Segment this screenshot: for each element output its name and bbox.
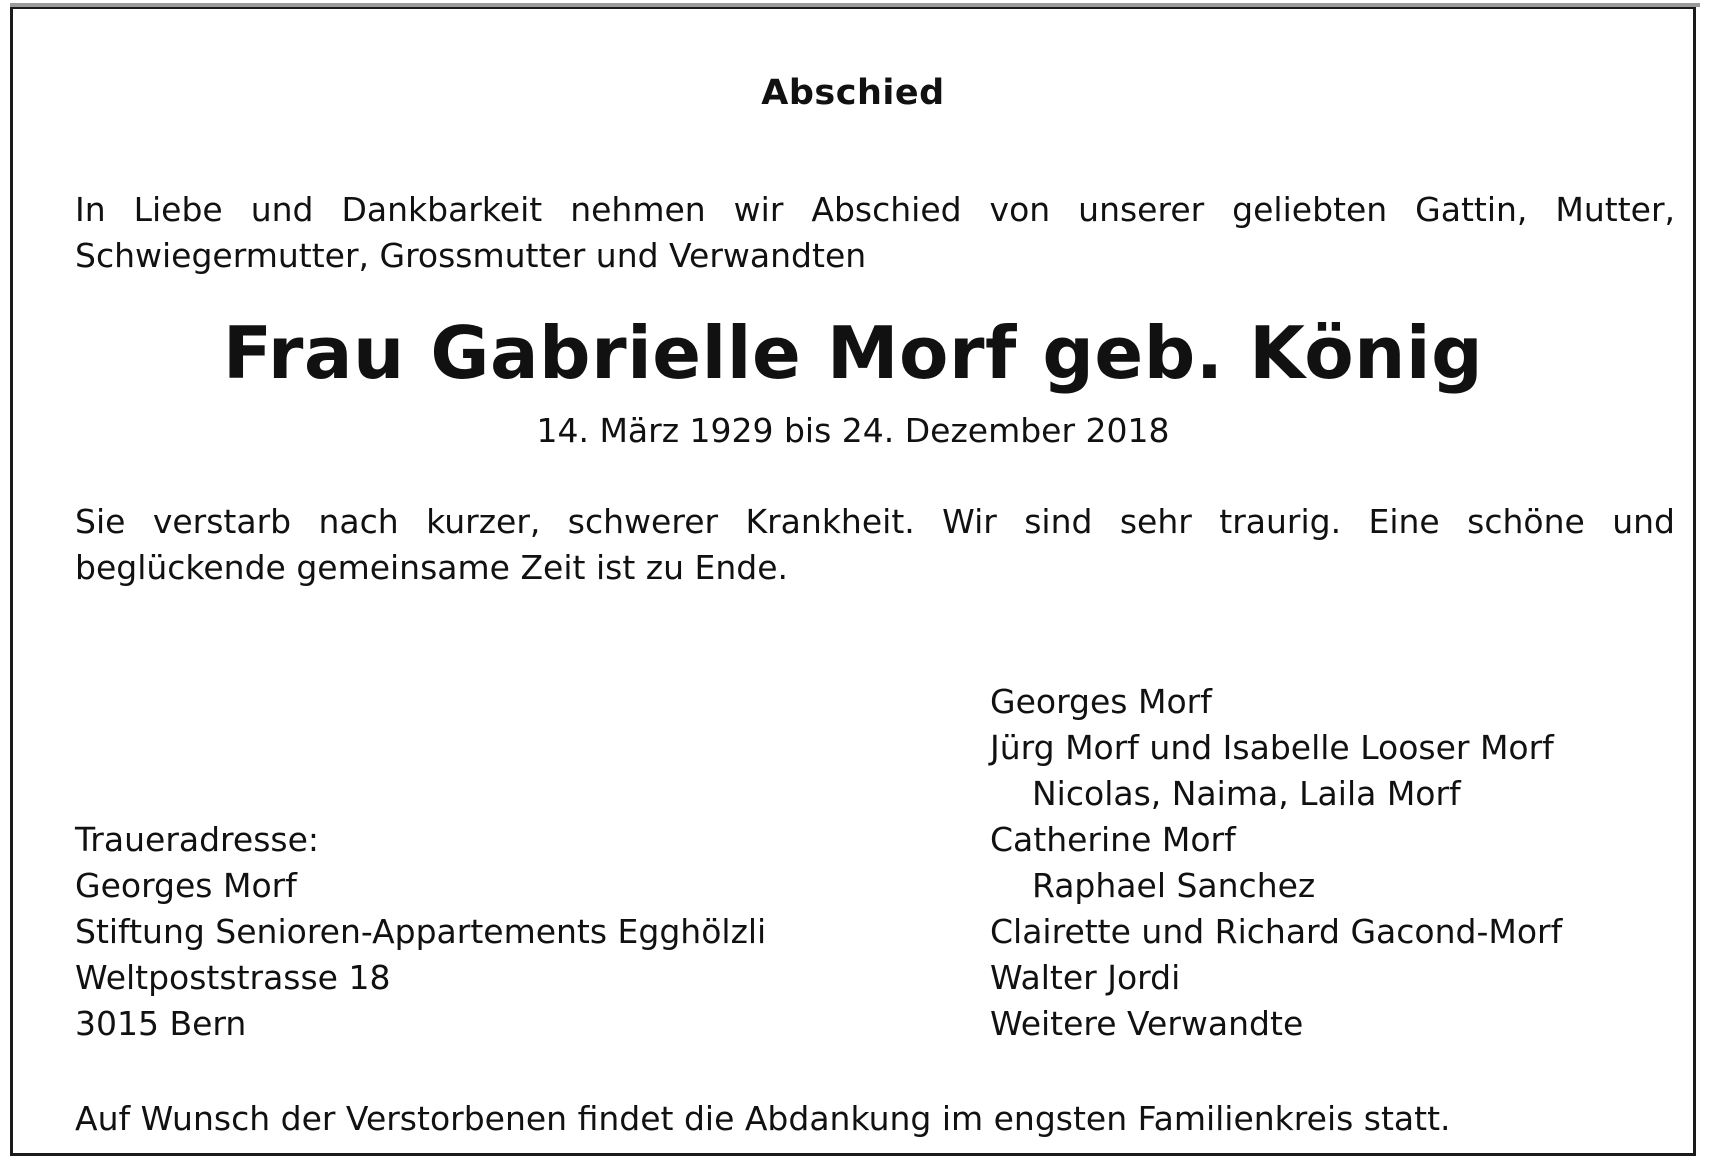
family-member-child: Nicolas, Naima, Laila Morf — [1032, 774, 1461, 813]
message-paragraph — [75, 499, 1675, 591]
obituary-frame — [10, 6, 1696, 1156]
address-line: Georges Morf — [75, 866, 297, 905]
message-line-2: beglückende gemeinsame Zeit ist zu Ende. — [75, 548, 788, 587]
family-member: Catherine Morf — [990, 820, 1236, 859]
address-line: Stiftung Senioren-Appartements Egghölzli — [75, 912, 767, 951]
address-line: 3015 Bern — [75, 1004, 247, 1043]
intro-line-1: In Liebe und Dankbarkeit nehmen wir Abschied von unserer geliebten Gattin, Mutter, — [75, 190, 1675, 229]
address-label: Traueradresse: — [75, 820, 320, 859]
intro-paragraph — [75, 187, 1675, 279]
obituary-heading: Abschied — [761, 73, 945, 113]
family-member: Walter Jordi — [990, 958, 1181, 997]
family-member: Georges Morf — [990, 682, 1212, 721]
family-member: Clairette und Richard Gacond-Morf — [990, 912, 1563, 951]
family-list — [990, 679, 1562, 1047]
deceased-name: Frau Gabrielle Morf geb. König — [222, 311, 1484, 395]
address-line: Weltpoststrasse 18 — [75, 958, 391, 997]
closing-note: Auf Wunsch der Verstorbenen findet die Abdankung im engsten Familienkreis statt. — [75, 1099, 1451, 1138]
family-member: Jürg Morf und Isabelle Looser Morf — [990, 728, 1554, 767]
intro-line-2: Schwiegermutter, Grossmutter und Verwandten — [75, 236, 867, 275]
family-member: Weitere Verwandte — [990, 1004, 1304, 1043]
family-member-child: Raphael Sanchez — [1032, 866, 1316, 905]
message-line-1: Sie verstarb nach kurzer, schwerer Krankheit. Wir sind sehr traurig. Eine schöne und — [75, 502, 1675, 541]
mourning-address — [75, 817, 766, 1047]
life-dates: 14. März 1929 bis 24. Dezember 2018 — [536, 411, 1170, 450]
